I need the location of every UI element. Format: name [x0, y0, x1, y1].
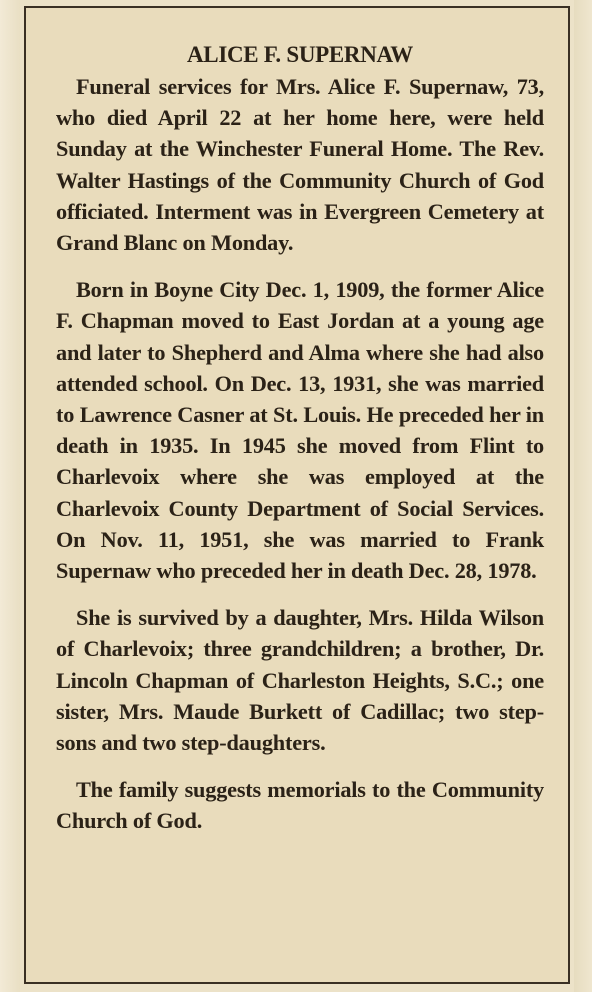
obituary-headline: ALICE F. SUPERNAW: [186, 42, 413, 67]
newspaper-clipping: [24, 6, 570, 984]
page-edge-left: [0, 0, 20, 992]
page-edge-right: [574, 0, 592, 992]
paragraph-funeral-services: Funeral services for Mrs. Alice F. Supernaw, 73, who died April 22 at her home here, were held Sunday at the Winchester Funeral Home. The Rev. Walter Hastings of the Community Church of God officiated. Interment was in Evergreen Cemetery at Grand Blanc on Monday.: [56, 74, 544, 256]
obituary-article: [56, 40, 544, 982]
paragraph-memorials: The family suggests memorials to the Community Church of God.: [56, 777, 544, 834]
paragraph-survivors: She is survived by a daughter, Mrs. Hilda Wilson of Charlevoix; three grandchildren; a brother, Dr. Lincoln Chapman of Charleston Heights, S.C.; one sister, Mrs. Maude Burkett of Cadillac; two step-sons and two step-daughters.: [56, 605, 544, 756]
paragraph-biography: Born in Boyne City Dec. 1, 1909, the former Alice F. Chapman moved to East Jordan at a young age and later to Shepherd and Alma where she had also attended school. On Dec. 13, 1931, she was married to Lawrence Casner at St. Louis. He preceded her in death in 1935. In 1945 she moved from Flint to Charlevoix where she was employed at the Charlevoix County Department of Social Services. On Nov. 11, 1951, she was married to Frank Supernaw who preceded her in death Dec. 28, 1978.: [56, 277, 544, 584]
